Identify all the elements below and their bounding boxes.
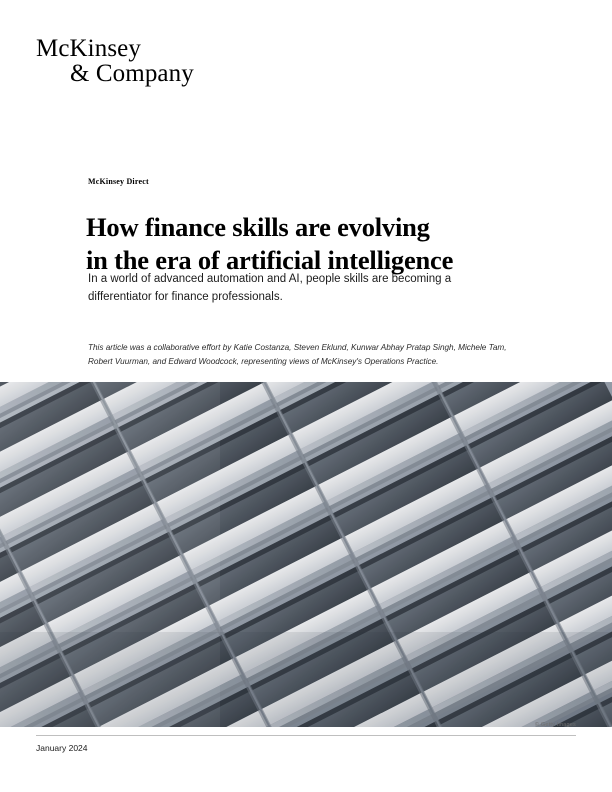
article-eyebrow: McKinsey Direct: [88, 177, 149, 186]
title-line-2: in the era of artificial intelligence: [86, 244, 454, 275]
hero-image: [0, 382, 612, 727]
image-credit: © Getty Images: [534, 722, 576, 728]
publication-date: January 2024: [36, 743, 88, 753]
page-title: [86, 211, 566, 277]
mckinsey-logo: [36, 36, 194, 86]
logo-line-1: McKinsey: [36, 35, 141, 62]
article-byline: This article was a collaborative effort by Katie Costanza, Steven Eklund, Kunwar Abhay Pratap Singh, Michele Tam, Robert Vuurman, and Edward Woodcock, representing views of McKinsey's Operations Practice.: [88, 343, 507, 366]
footer-divider: [36, 735, 576, 736]
logo-line-2: & Company: [70, 60, 194, 87]
title-line-1: How finance skills are evolving: [86, 211, 430, 242]
article-deck: In a world of advanced automation and AI, people skills are becoming a differentiator for finance professionals.: [88, 273, 452, 303]
